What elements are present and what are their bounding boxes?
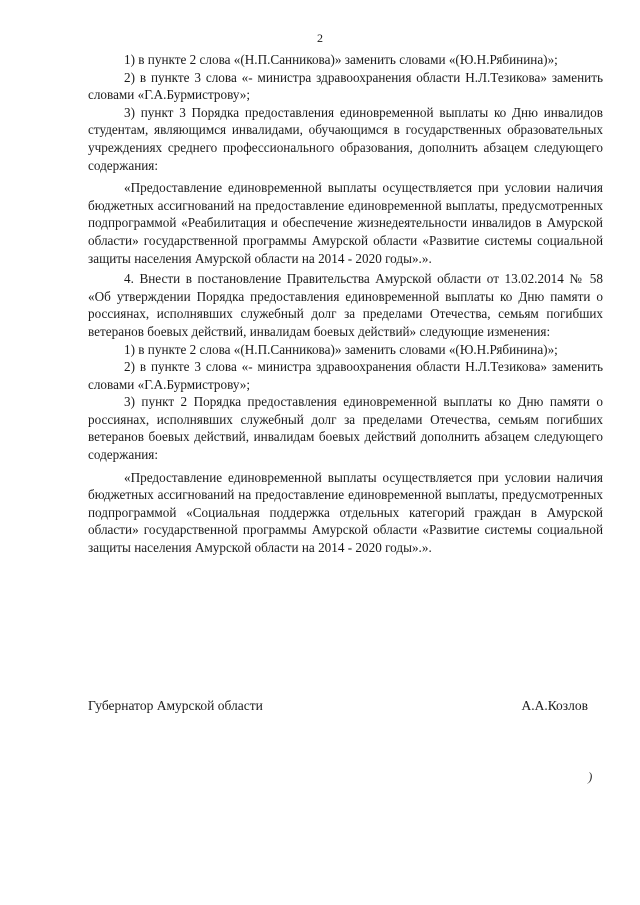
signature-name: А.А.Козлов	[521, 698, 588, 713]
paragraph-8: 3) пункт 2 Порядка предоставления единовременной выплаты ко Дню памяти о россиянах, исполнявших служебный долг за пределами Отечества, семьям погибших ветеранов боевых действий, инвалидам боевых действий дополнить абзацем следующего содержания:	[88, 394, 603, 463]
page-number: 2	[317, 31, 323, 45]
signature-block	[88, 697, 588, 715]
paragraph-9: «Предоставление единовременной выплаты осуществляется при условии наличия бюджетных ассигнований на предоставление единовременной выплаты, предусмотренных подпрограммой «Социальная поддержка отдельных категорий граждан в Амурской области» государственной программы Амурской области «Развитие системы социальной защиты населения Амурской области на 2014 - 2020 годы».».	[88, 469, 603, 556]
paragraph-1: 1) в пункте 2 слова «(Н.П.Санникова)» заменить словами «(Ю.Н.Рябинина)»;	[124, 52, 558, 67]
paragraph-7: 2) в пункте 3 слова «- министра здравоохранения области Н.Л.Тезикова» заменить словами «Г.А.Бурмистрову»;	[88, 359, 603, 392]
document-body	[88, 51, 603, 557]
signature-position: Губернатор Амурской области	[88, 698, 263, 713]
paragraph-4: «Предоставление единовременной выплаты осуществляется при условии наличия бюджетных ассигнований на предоставление единовременной выплаты, предусмотренных подпрограммой «Реабилитация и обеспечение жизнедеятельности инвалидов в Амурской области» государственной программы Амурской области «Развитие системы социальной защиты населения Амурской области на 2014 - 2020 годы».».	[88, 180, 603, 266]
paragraph-3: 3) пункт 3 Порядка предоставления единовременной выплаты ко Дню инвалидов студентам, являющимся инвалидами, обучающимся в государственных образовательных учреждениях среднего профессионального образования, дополнить абзацем следующего содержания:	[88, 104, 603, 173]
paragraph-5: 4. Внести в постановление Правительства Амурской области от 13.02.2014 № 58 «Об утверждении Порядка предоставления единовременной выплаты ко Дню памяти о россиянах, исполнявших служебный долг за пределами Отечества, семьям погибших ветеранов боевых действий, инвалидам боевых действий» следующие изменения:	[88, 271, 603, 339]
paragraph-2: 2) в пункте 3 слова «- министра здравоохранения области Н.Л.Тезикова» заменить словами «Г.А.Бурмистрову»;	[88, 69, 603, 103]
paragraph-6: 1) в пункте 2 слова «(Н.П.Санникова)» заменить словами «(Ю.Н.Рябинина)»;	[124, 341, 558, 357]
handwritten-mark: )	[588, 769, 593, 784]
